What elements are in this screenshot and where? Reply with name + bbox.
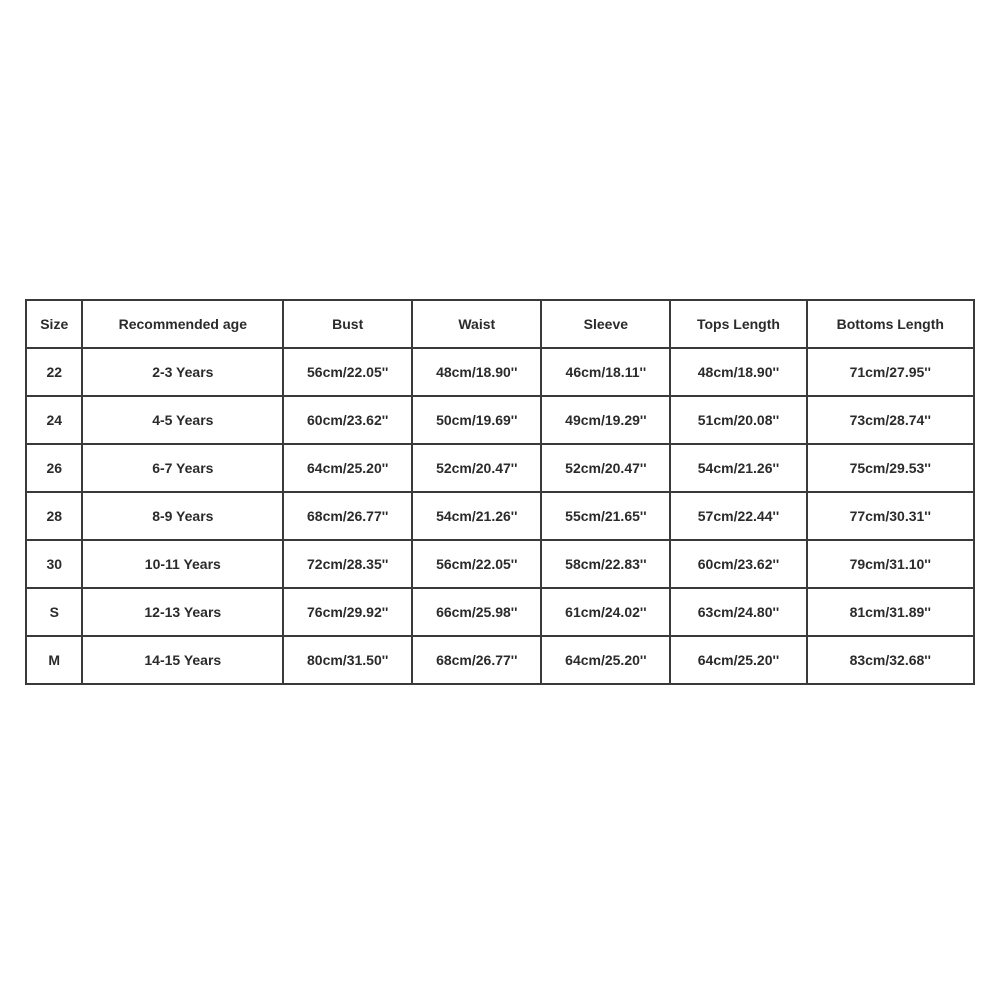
cell-waist: 52cm/20.47'' <box>412 444 541 492</box>
header-recommended-age: Recommended age <box>82 300 283 348</box>
cell-tops-length: 63cm/24.80'' <box>670 588 806 636</box>
cell-size: 28 <box>26 492 82 540</box>
cell-bust: 60cm/23.62'' <box>283 396 412 444</box>
cell-bust: 56cm/22.05'' <box>283 348 412 396</box>
cell-tops-length: 54cm/21.26'' <box>670 444 806 492</box>
cell-tops-length: 48cm/18.90'' <box>670 348 806 396</box>
size-chart-table <box>25 299 975 685</box>
cell-sleeve: 64cm/25.20'' <box>541 636 670 684</box>
table-row <box>26 396 974 444</box>
header-row <box>26 300 974 348</box>
cell-tops-length: 64cm/25.20'' <box>670 636 806 684</box>
cell-bottoms-length: 75cm/29.53'' <box>807 444 974 492</box>
cell-sleeve: 52cm/20.47'' <box>541 444 670 492</box>
cell-recommended-age: 12-13 Years <box>82 588 283 636</box>
cell-size: 24 <box>26 396 82 444</box>
cell-bottoms-length: 83cm/32.68'' <box>807 636 974 684</box>
cell-recommended-age: 14-15 Years <box>82 636 283 684</box>
cell-sleeve: 55cm/21.65'' <box>541 492 670 540</box>
cell-bust: 64cm/25.20'' <box>283 444 412 492</box>
cell-waist: 48cm/18.90'' <box>412 348 541 396</box>
table-row <box>26 588 974 636</box>
cell-waist: 68cm/26.77'' <box>412 636 541 684</box>
cell-tops-length: 60cm/23.62'' <box>670 540 806 588</box>
cell-waist: 50cm/19.69'' <box>412 396 541 444</box>
header-waist: Waist <box>412 300 541 348</box>
cell-bust: 68cm/26.77'' <box>283 492 412 540</box>
header-tops-length: Tops Length <box>670 300 806 348</box>
cell-recommended-age: 6-7 Years <box>82 444 283 492</box>
cell-recommended-age: 2-3 Years <box>82 348 283 396</box>
cell-bottoms-length: 73cm/28.74'' <box>807 396 974 444</box>
table-row <box>26 492 974 540</box>
cell-size: M <box>26 636 82 684</box>
header-bust: Bust <box>283 300 412 348</box>
table-row <box>26 636 974 684</box>
cell-recommended-age: 4-5 Years <box>82 396 283 444</box>
table-row <box>26 444 974 492</box>
cell-bust: 76cm/29.92'' <box>283 588 412 636</box>
cell-bust: 72cm/28.35'' <box>283 540 412 588</box>
cell-recommended-age: 8-9 Years <box>82 492 283 540</box>
cell-sleeve: 61cm/24.02'' <box>541 588 670 636</box>
cell-bottoms-length: 77cm/30.31'' <box>807 492 974 540</box>
table-row <box>26 348 974 396</box>
cell-tops-length: 51cm/20.08'' <box>670 396 806 444</box>
cell-tops-length: 57cm/22.44'' <box>670 492 806 540</box>
cell-size: 30 <box>26 540 82 588</box>
cell-bottoms-length: 79cm/31.10'' <box>807 540 974 588</box>
cell-bottoms-length: 81cm/31.89'' <box>807 588 974 636</box>
header-bottoms-length: Bottoms Length <box>807 300 974 348</box>
cell-waist: 66cm/25.98'' <box>412 588 541 636</box>
table-row <box>26 540 974 588</box>
cell-waist: 54cm/21.26'' <box>412 492 541 540</box>
cell-bottoms-length: 71cm/27.95'' <box>807 348 974 396</box>
cell-size: 26 <box>26 444 82 492</box>
cell-waist: 56cm/22.05'' <box>412 540 541 588</box>
cell-size: S <box>26 588 82 636</box>
header-size: Size <box>26 300 82 348</box>
cell-sleeve: 49cm/19.29'' <box>541 396 670 444</box>
header-sleeve: Sleeve <box>541 300 670 348</box>
cell-sleeve: 46cm/18.11'' <box>541 348 670 396</box>
cell-recommended-age: 10-11 Years <box>82 540 283 588</box>
cell-sleeve: 58cm/22.83'' <box>541 540 670 588</box>
cell-bust: 80cm/31.50'' <box>283 636 412 684</box>
cell-size: 22 <box>26 348 82 396</box>
